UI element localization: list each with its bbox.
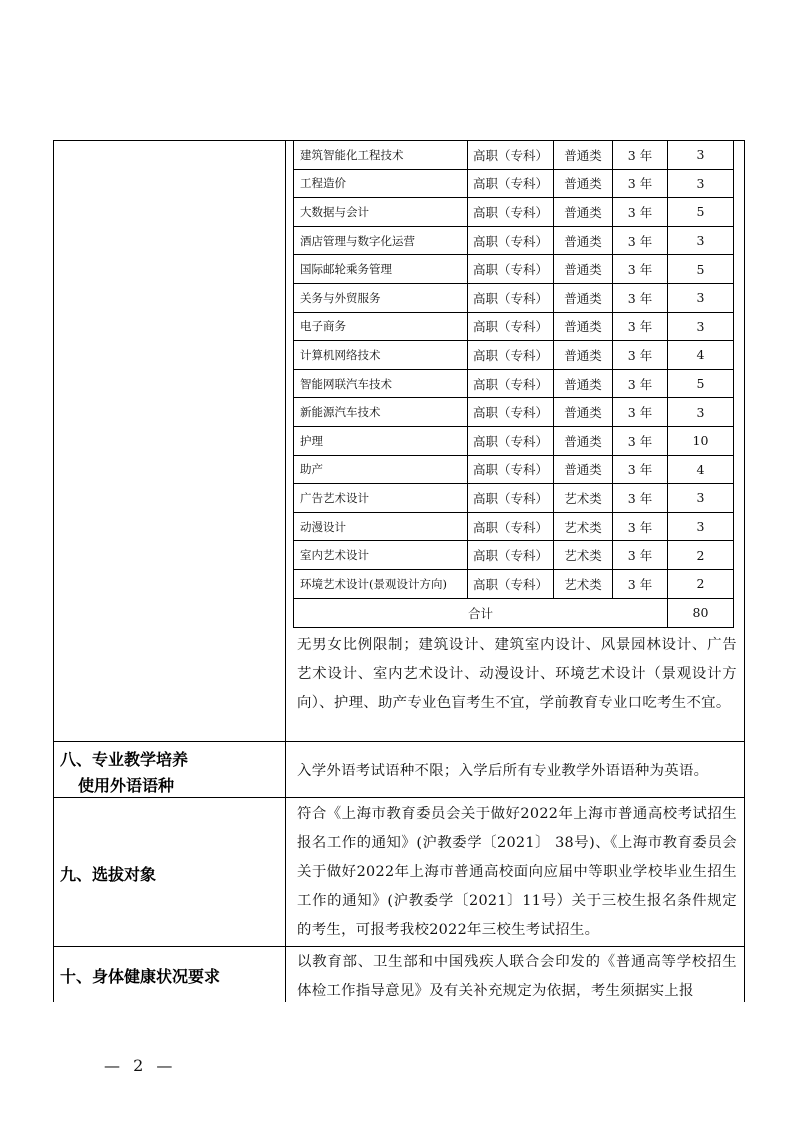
total-row: [294, 598, 734, 627]
major-name-cell: 护理: [294, 426, 468, 455]
table-row: [294, 226, 734, 255]
table-row: [294, 426, 734, 455]
duration-cell: 3 年: [613, 226, 668, 255]
major-name-cell: 关务与外贸服务: [294, 283, 468, 312]
section-10-label: 十、身体健康状况要求: [60, 967, 221, 986]
major-name-cell: 工程造价: [294, 169, 468, 198]
plan-count-cell: 3: [668, 484, 734, 513]
category-cell: 艺术类: [554, 541, 613, 570]
duration-cell: 3 年: [613, 141, 668, 170]
level-cell: 高职（专科）: [468, 398, 554, 427]
duration-cell: 3 年: [613, 255, 668, 284]
major-name-cell: 环境艺术设计(景观设计方向): [294, 569, 468, 598]
plan-count-cell: 3: [668, 141, 734, 170]
category-cell: 艺术类: [554, 484, 613, 513]
major-name-cell: 国际邮轮乘务管理: [294, 255, 468, 284]
category-cell: 普通类: [554, 455, 613, 484]
duration-cell: 3 年: [613, 283, 668, 312]
table-row: [294, 255, 734, 284]
level-cell: 高职（专科）: [468, 283, 554, 312]
duration-cell: 3 年: [613, 169, 668, 198]
plan-count-cell: 5: [668, 198, 734, 227]
category-cell: 艺术类: [554, 569, 613, 598]
level-cell: 高职（专科）: [468, 512, 554, 541]
section-8-label-line1: 八、专业教学培养: [60, 750, 189, 769]
plan-count-cell: 3: [668, 283, 734, 312]
section-9-text: 符合《上海市教育委员会关于做好2022年上海市普通高校考试招生报名工作的通知》(沪教委学〔2021〕 38号)、《上海市教育委员会关于做好2022年上海市普通高校面向应届中等职业学校毕业生招生工作的通知》(沪教委学〔2021〕11号）关于三校生报名条件规定的考生，可报考我校2022年三校生考试招生。: [297, 806, 737, 938]
plan-count-cell: 4: [668, 341, 734, 370]
row-divider: [53, 946, 745, 947]
major-name-cell: 建筑智能化工程技术: [294, 141, 468, 170]
category-cell: 普通类: [554, 169, 613, 198]
plan-count-cell: 4: [668, 455, 734, 484]
level-cell: 高职（专科）: [468, 341, 554, 370]
duration-cell: 3 年: [613, 398, 668, 427]
section-10-text: 以教育部、卫生部和中国残疾人联合会印发的《普通高等学校招生体检工作指导意见》及有关补充规定为依据，考生须据实上报: [297, 954, 737, 999]
table-row: [294, 341, 734, 370]
total-value: 80: [668, 598, 734, 627]
category-cell: 普通类: [554, 283, 613, 312]
category-cell: 普通类: [554, 369, 613, 398]
major-name-cell: 新能源汽车技术: [294, 398, 468, 427]
level-cell: 高职（专科）: [468, 455, 554, 484]
category-cell: 普通类: [554, 198, 613, 227]
major-name-cell: 助产: [294, 455, 468, 484]
category-cell: 普通类: [554, 312, 613, 341]
table-row: [294, 398, 734, 427]
table-row: [294, 455, 734, 484]
plan-count-cell: 3: [668, 226, 734, 255]
duration-cell: 3 年: [613, 512, 668, 541]
table-row: [294, 169, 734, 198]
major-name-cell: 酒店管理与数字化运营: [294, 226, 468, 255]
plan-count-cell: 2: [668, 569, 734, 598]
plan-count-cell: 3: [668, 312, 734, 341]
section-9-label: 九、选拔对象: [60, 865, 157, 884]
duration-cell: 3 年: [613, 426, 668, 455]
category-cell: 普通类: [554, 255, 613, 284]
duration-cell: 3 年: [613, 312, 668, 341]
plan-count-cell: 3: [668, 398, 734, 427]
table-row: [294, 484, 734, 513]
major-name-cell: 电子商务: [294, 312, 468, 341]
category-cell: 普通类: [554, 426, 613, 455]
major-restriction-text: 无男女比例限制；建筑设计、建筑室内设计、风景园林设计、广告艺术设计、室内艺术设计、动漫设计、环境艺术设计（景观设计方向）、护理、助产专业色盲考生不宜，学前教育专业口吃考生不宜。: [297, 637, 737, 711]
table-row: [294, 369, 734, 398]
table-row: [294, 312, 734, 341]
level-cell: 高职（专科）: [468, 312, 554, 341]
table-row: [294, 512, 734, 541]
plan-count-cell: 5: [668, 369, 734, 398]
column-divider: [285, 140, 286, 1002]
duration-cell: 3 年: [613, 541, 668, 570]
duration-cell: 3 年: [613, 341, 668, 370]
duration-cell: 3 年: [613, 198, 668, 227]
duration-cell: 3 年: [613, 484, 668, 513]
level-cell: 高职（专科）: [468, 426, 554, 455]
level-cell: 高职（专科）: [468, 569, 554, 598]
level-cell: 高职（专科）: [468, 198, 554, 227]
category-cell: 艺术类: [554, 512, 613, 541]
plan-count-cell: 3: [668, 169, 734, 198]
table-row: [294, 541, 734, 570]
section-8-label-line2: 使用外语语种: [78, 776, 175, 795]
plan-count-cell: 10: [668, 426, 734, 455]
major-name-cell: 智能网联汽车技术: [294, 369, 468, 398]
total-label: 合计: [294, 598, 668, 627]
table-row: [294, 198, 734, 227]
row-divider: [53, 797, 745, 798]
level-cell: 高职（专科）: [468, 226, 554, 255]
plan-count-cell: 2: [668, 541, 734, 570]
duration-cell: 3 年: [613, 455, 668, 484]
page-number: — 2 —: [104, 1056, 177, 1075]
major-name-cell: 室内艺术设计: [294, 541, 468, 570]
level-cell: 高职（专科）: [468, 255, 554, 284]
majors-table: [293, 140, 734, 628]
level-cell: 高职（专科）: [468, 369, 554, 398]
major-name-cell: 计算机网络技术: [294, 341, 468, 370]
level-cell: 高职（专科）: [468, 541, 554, 570]
plan-count-cell: 3: [668, 512, 734, 541]
section-8-text: 入学外语考试语种不限；入学后所有专业教学外语语种为英语。: [297, 763, 709, 779]
plan-count-cell: 5: [668, 255, 734, 284]
table-row: [294, 569, 734, 598]
category-cell: 普通类: [554, 398, 613, 427]
duration-cell: 3 年: [613, 369, 668, 398]
category-cell: 普通类: [554, 226, 613, 255]
category-cell: 普通类: [554, 341, 613, 370]
row-divider: [53, 741, 745, 742]
duration-cell: 3 年: [613, 569, 668, 598]
level-cell: 高职（专科）: [468, 484, 554, 513]
category-cell: 普通类: [554, 141, 613, 170]
table-row: [294, 141, 734, 170]
table-row: [294, 283, 734, 312]
level-cell: 高职（专科）: [468, 169, 554, 198]
level-cell: 高职（专科）: [468, 141, 554, 170]
major-name-cell: 大数据与会计: [294, 198, 468, 227]
major-name-cell: 广告艺术设计: [294, 484, 468, 513]
major-name-cell: 动漫设计: [294, 512, 468, 541]
